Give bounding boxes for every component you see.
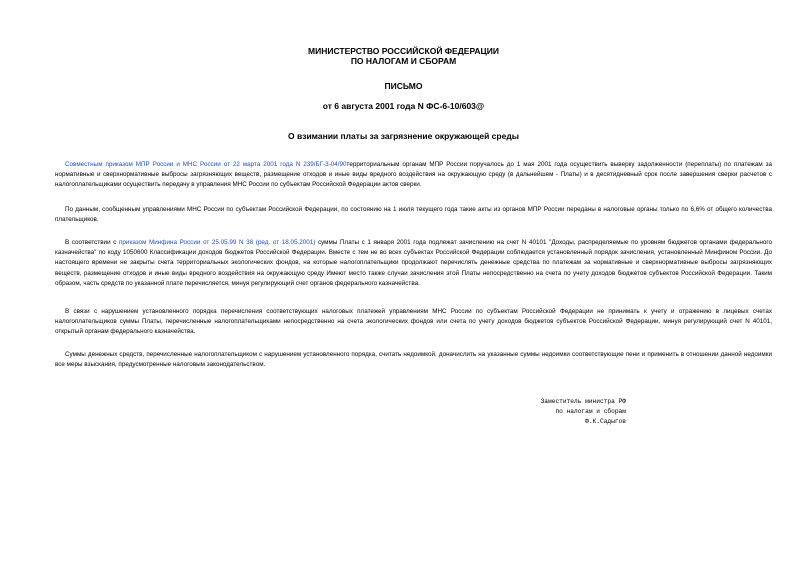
order-link-2[interactable]: приказом Минфина России от 25.05.99 N 38 (ред. от 18.05.2001) bbox=[119, 239, 316, 246]
ministry-name-line1: МИНИСТЕРСТВО РОССИЙСКОЙ ФЕДЕРАЦИИ bbox=[308, 46, 499, 56]
paragraph-3 bbox=[55, 238, 772, 289]
paragraph-4 bbox=[55, 307, 772, 338]
document-type: ПИСЬМО bbox=[384, 81, 423, 91]
paragraph-5 bbox=[55, 350, 772, 370]
paragraph-5-text: Суммы денежных средств, перечисленные налогоплательщиком с нарушением установленного порядка, считать недоимкой, доначислить на указанные суммы недоимки соответствующие пени и применить в отношении данной недоимки все меры взыскания, предусмотренные налоговым законодательством. bbox=[55, 351, 772, 369]
ministry-name-line2: ПО НАЛОГАМ И СБОРАМ bbox=[350, 56, 457, 66]
paragraph-3-text-before: В соответствии с bbox=[65, 239, 120, 246]
document-date-number: от 6 августа 2001 года N ФС-6-10/603@ bbox=[322, 101, 485, 111]
paragraph-3-text-after: суммы Платы с 1 января 2001 года подлежат зачислению на счет N 40101 "Доходы, распределяемые по уровням бюджетов органами федерального казначейства" по коду 1050600 Классификации доходов бюджетов Российской Федерации. Вместе с тем не во всех субъектах Российской Федерации соблюдается установленный порядок зачисления, установленный Минфином России. До настоящего времени не закрыты счета территориальных экологических фондов, на которые налогоплательщики продолжают перечислять денежные средства по платежам за нормативные и сверхнормативные выбросы загрязняющих веществ, размещение отходов и иные виды вредного воздействия на окружающую среду Имеют место также случаи зачисления этой Платы непосредственно на счета по учету доходов бюджетов субъектов Российской Федерации. Таким образом, часть средств по указанной плате перечисляется, минуя регулирующий счет органов федерального казначейства. bbox=[55, 239, 772, 287]
signatory-name: Ф.К.Садыгов bbox=[585, 418, 626, 426]
order-link-1[interactable]: Совместным приказом МПР России и МНС России от 22 марта 2001 года N 239/БГ-3-04/90 bbox=[65, 161, 347, 168]
paragraph-2-text: По данным, сообщенным управлениями МНС России по субъектам Российской Федерации, по состоянию на 1 июля текущего года такие акты из органов МПР России переданы в налоговые органы только по 6,6% от общего количества плательщиков. bbox=[55, 206, 772, 224]
paragraph-4-text: В связи с нарушением установленного порядка перечисления соответствующих налоговых платежей управлениям МНС России по субъектам Российской Федерации не принимать к учету и отражению в лицевых счетах налогоплательщиков суммы Платы, перечисленные налогоплательщиками непосредственно на счета экологических фондов или счета по учету доходов бюджетов субъектов Российской Федерации, минуя регулирующий счет N 40101, открытый органам федерального казначейства. bbox=[55, 308, 772, 336]
paragraph-1 bbox=[55, 160, 772, 191]
ministry-name bbox=[0, 46, 807, 66]
signature-position-line1: Заместитель министра РФ bbox=[540, 398, 626, 405]
signature-position-line2: по налогам и сборам bbox=[555, 408, 626, 416]
document-subject: О взимании платы за загрязнение окружающей среды bbox=[288, 131, 519, 141]
paragraph-2 bbox=[55, 205, 772, 225]
paragraph-1-text: территориальным органам МПР России поручалось до 1 мая 2001 года осуществить выверку задолженности (переплаты) по платежам за нормативные и сверхнормативные выбросы загрязняющих веществ, размещение отходов и иные виды вредного воздействия на окружающую среду (в дальнейшем - Платы) и в десятидневный срок после завершения сверки расчетов с налогоплательщиками осуществить передачу в управления МНС России по субъектам Российской Федерации актов сверки. bbox=[55, 161, 772, 189]
signature-block bbox=[500, 397, 626, 428]
